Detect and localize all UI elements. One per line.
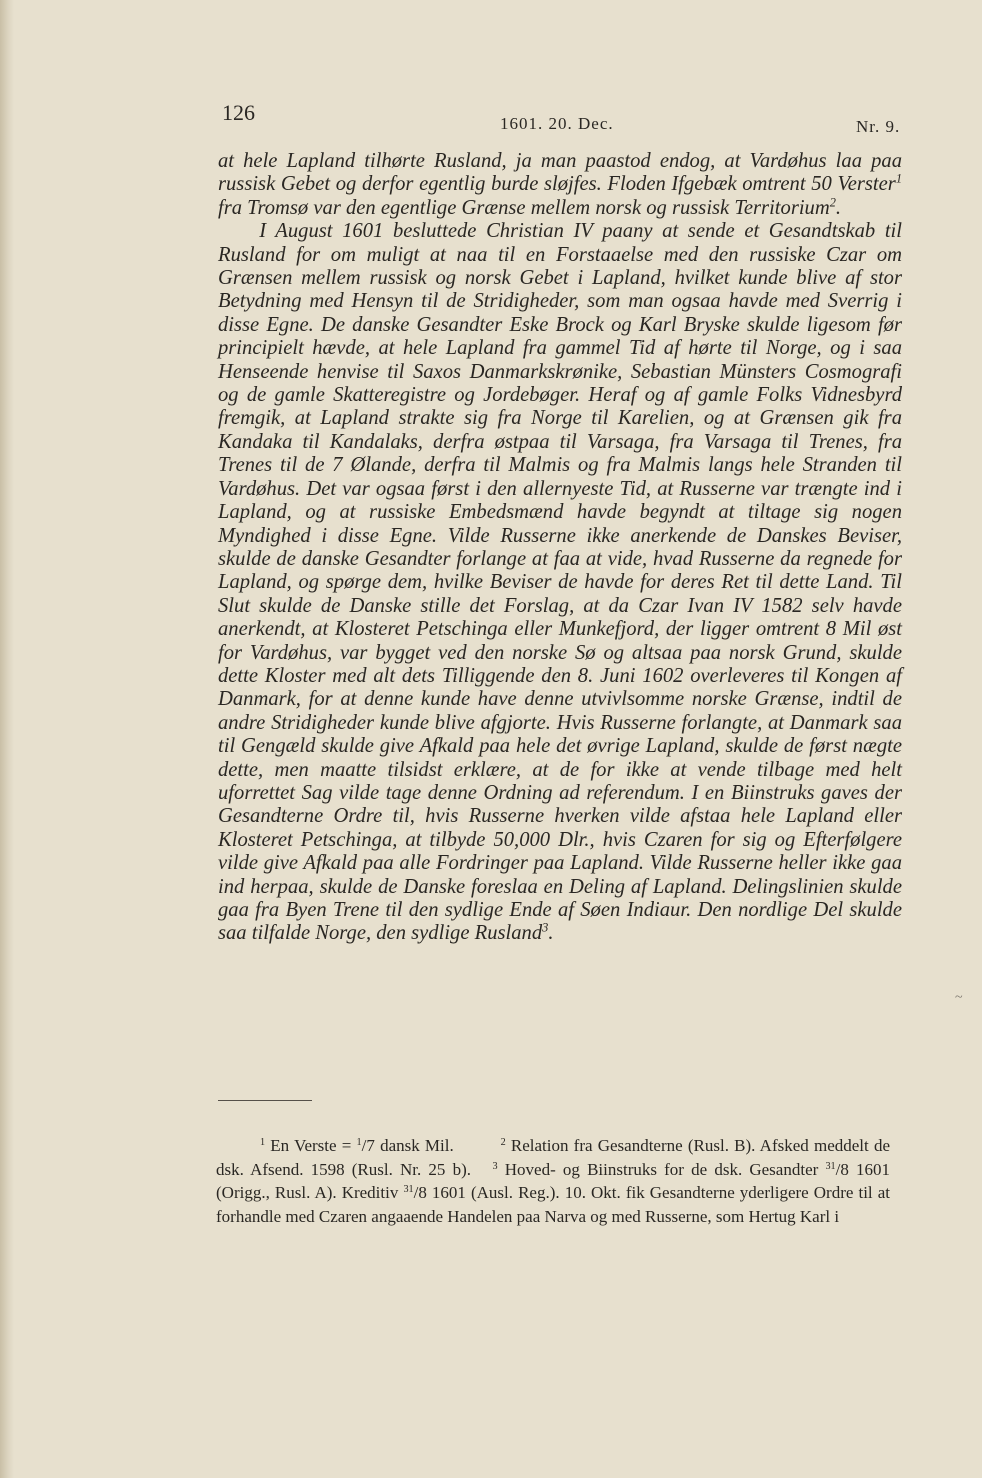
body-text — [218, 150, 902, 946]
footnotes — [216, 1134, 890, 1228]
footnote-3-date-2-sup: 31 — [403, 1184, 414, 1196]
paragraph-2-end: . — [548, 922, 554, 945]
footnote-rule — [218, 1100, 312, 1101]
document-number: Nr. 9. — [856, 117, 901, 136]
paragraph-1 — [218, 150, 902, 220]
paragraph-2 — [218, 220, 902, 946]
paragraph-1-end: . — [835, 196, 842, 219]
footnote-1-fraction-den: /7 — [361, 1136, 375, 1155]
page-edge — [0, 0, 14, 1478]
footnote-1-mark: 1 — [260, 1136, 266, 1148]
footnote-1 — [216, 1136, 454, 1155]
footnote-3-date-1-rest: /8 1601 (Origg., Rusl. A). Kreditiv — [216, 1159, 891, 1203]
footnote-1-fraction-num: 1 — [356, 1136, 362, 1148]
footnote-3-date-1-sup: 31 — [825, 1160, 836, 1172]
footnote-3-text: Hoved- og Biinstruks for de dsk. Gesandter — [497, 1159, 826, 1179]
footnote-1-text-b: dansk Mil. — [374, 1136, 454, 1155]
footnote-ref-1: 1 — [895, 172, 902, 186]
running-head — [0, 100, 982, 140]
footnote-ref-2: 2 — [829, 195, 836, 210]
footnote-1-text: En Verste = — [265, 1136, 357, 1155]
paragraph-1-text-b: fra Tromsø var den egentlige Grænse mellem norsk og russisk Territorium — [218, 196, 830, 219]
footnote-3-date-2-rest: /8 1601 (Ausl. Reg.). 10. Okt. fik Gesandterne yderligere Ordre til at forhandle med Czaren angaaende Handelen paa Narva og med Russerne, som Hertug Karl i — [216, 1183, 890, 1226]
footnote-2-mark: 2 — [500, 1136, 506, 1148]
running-date: 1601. 20. Dec. — [500, 114, 614, 133]
footnote-ref-3: 3 — [542, 921, 549, 935]
paragraph-1-text: at hele Lapland tilhørte Rusland, ja man paastod endog, at Vardøhus laa paa russisk Gebet og derfor egentlig burde sløjfes. Floden Ifgebæk omtrent 50 Verster — [218, 150, 902, 196]
footnote-3-mark: 3 — [492, 1160, 498, 1172]
margin-mark: ~ — [955, 990, 963, 1005]
page-number: 126 — [222, 100, 255, 125]
footnote-2-text: Relation fra Gesandterne (Rusl. B). Afsked meddelt de dsk. Afsend. 1598 (Rusl. Nr. 25 b). — [216, 1136, 890, 1179]
paragraph-2-text: I August 1601 besluttede Christian IV paany at sende et Gesandtskab til Rusland for om muligt at naa til en Forstaaelse med den russiske Czar om Grænsen mellem russisk og norsk Gebet i Lapland, hvilket kunde blive af stor Betydning med Hensyn til de Stridigheder, som man ogsaa havde med Sverrig i disse Egne. De danske Gesandter Eske Brock og Karl Bryske skulde ligesom før principielt hævde, at hele Lapland fra gammel Tid af hørte til Norge, og i saa Henseende henvise til Saxos Danmarkskrønike, Sebastian Münsters Cosmografi og de gamle Skatteregistre og Jordebøger. Heraf og af gamle Folks Vidnesbyrd fremgik, at Lapland strakte sig fra Norge til Karelien, og at Grænsen gik fra Kandaka til Kandalaks, derfra østpaa til Varsaga, fra Varsaga til Trenes, fra Trenes til de 7 Ølande, derfra til Malmis og fra Malmis langs hele Stranden til Vardøhus. Det var ogsaa først i den allernyeste Tid, at Russerne var trængte ind i Lapland, og at russiske Embedsmænd havde begyndt at tiltage sig nogen Myndighed i disse Egne. Vilde Russerne ikke anerkende de Danskes Beviser, skulde de danske Gesandter forlange at faa at vide, hvad Russerne da regnede for Lapland, og spørge dem, hvilke Beviser de havde for deres Ret til dette Land. Til Slut skulde de Danske stille det Forslag, at da Czar Ivan IV 1582 selv havde anerkendt, at Klosteret Petschinga eller Munkefjord, der ligger omtrent 8 Mil øst for Vardøhus, var bygget ved den norske Sø og altsaa paa norsk Grund, skulde dette Kloster med alt dets Tilliggende den 8. Juni 1602 overleveres til Kongen af Danmark, for at denne kunde have denne utvivlsomme norske Grænse, indtil de andre Stridigheder kunde blive afgjorte. Hvis Russerne forlangte, at Danmark saa til Gengæld skulde give Afkald paa hele det øvrige Lapland, skulde de først nægte dette, men maatte tilsidst erklære, at de for ikke at vende tilbage med helt uforrettet Sag vilde tage denne Ordning ad referendum. I en Biinstruks gaves der Gesandterne Ordre til, hvis Russerne hverken vilde afstaa hele Lapland eller Klosteret Petschinga, at tilbyde 50,000 Dlr., hvis Czaren for sig og Efterfølgere vilde give Afkald paa alle Fordringer paa Lapland. Vilde Russerne heller ikke gaa ind herpaa, skulde de Danske foreslaa en Deling af Lapland. Delingslinien skulde gaa fra Byen Trene til den sydlige Ende af Søen Indiaur. Den nordlige Del skulde saa tilfalde Norge, den sydlige Rusland — [218, 220, 902, 945]
